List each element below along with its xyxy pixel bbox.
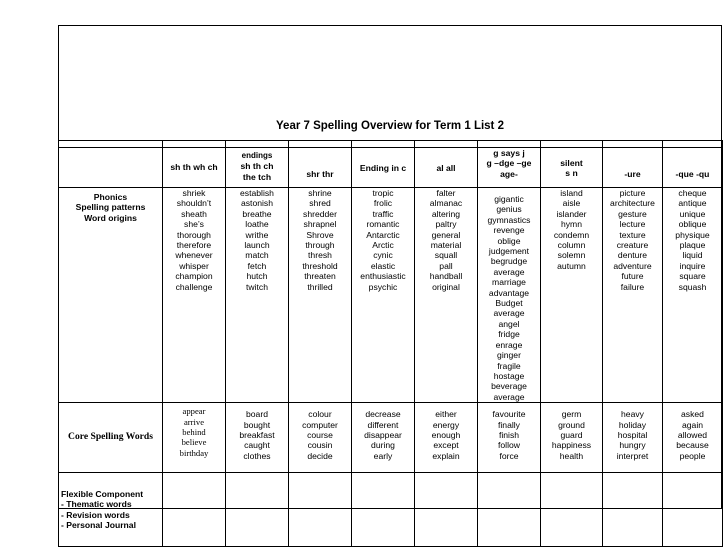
phonics-cell (289, 188, 352, 403)
word-list: board bought breakfast caught clothes (239, 409, 275, 461)
spacer-cell (289, 141, 352, 148)
header-row (59, 148, 723, 188)
word-list: gigantic genius gymnastics revenge oblige judgement begrudge average marriage advantage Budget average angel fridge enrage ginger fragile hostage beverage average (487, 194, 531, 402)
column-header: silent s n (541, 148, 603, 188)
word-list: tropic frolic traffic romantic Antarctic Arctic cynic elastic enthusiastic psychic (360, 188, 406, 292)
phonics-cell (603, 188, 663, 403)
flexible-cell (603, 473, 663, 547)
phonics-cell (352, 188, 415, 403)
word-list: appear arrive behind believe birthday (179, 406, 209, 458)
flexible-cell (163, 473, 226, 547)
core-cell (163, 403, 226, 473)
core-cell (478, 403, 541, 473)
word-list: shriek shouldn’t sheath she’s thorough therefore whenever whisper champion challenge (175, 188, 213, 292)
phonics-cell (415, 188, 478, 403)
word-list: germ ground guard happiness health (551, 409, 592, 461)
flexible-cell (352, 473, 415, 547)
core-cell (226, 403, 289, 473)
spacer-cell (415, 141, 478, 148)
spacer-cell (226, 141, 289, 148)
row-label-phonics: Phonics Spelling patterns Word origins (59, 188, 163, 403)
word-list: establish astonish breathe loathe writhe launch match fetch hutch twitch (240, 188, 274, 292)
phonics-cell (163, 188, 226, 403)
word-list: decrease different disappear during early (364, 409, 402, 461)
word-list: falter almanac altering paltry general material squall pall handball original (429, 188, 463, 292)
flexible-row (59, 473, 723, 547)
column-header: Ending in c (352, 148, 415, 188)
column-header: -ure (603, 148, 663, 188)
word-list: colour computer course cousin decide (302, 409, 338, 461)
phonics-cell (478, 188, 541, 403)
word-list: heavy holiday hospital hungry interpret (616, 409, 649, 461)
word-list: asked again allowed because people (676, 409, 709, 461)
page-title: Year 7 Spelling Overview for Term 1 List 2 (276, 120, 504, 132)
spacer-cell (163, 141, 226, 148)
flexible-cell (415, 473, 478, 547)
spacer-cell (603, 141, 663, 148)
flexible-cell (663, 473, 723, 547)
row-label-flexible: Flexible Component - Thematic words - Revision words - Personal Journal (59, 473, 163, 547)
core-cell (541, 403, 603, 473)
spacer-cell (352, 141, 415, 148)
flexible-cell (478, 473, 541, 547)
phonics-cell (541, 188, 603, 403)
column-header: -que -qu (663, 148, 723, 188)
phonics-cell (226, 188, 289, 403)
core-cell (289, 403, 352, 473)
core-cell (415, 403, 478, 473)
column-header: al all (415, 148, 478, 188)
document-frame (58, 25, 722, 531)
word-list: either energy enough except explain (431, 409, 461, 461)
flexible-cell (289, 473, 352, 547)
phonics-row (59, 188, 723, 403)
row-label-core: Core Spelling Words (59, 403, 163, 473)
word-list: shrine shred shredder shrapnel Shrove through thresh threshold threaten thrilled (302, 188, 338, 292)
column-header: shr thr (289, 148, 352, 188)
core-row (59, 403, 723, 473)
column-header: sh th wh ch (163, 148, 226, 188)
column-header: endings sh th ch the tch (226, 148, 289, 188)
flexible-cell (541, 473, 603, 547)
spacer-cell (59, 141, 163, 148)
core-cell (603, 403, 663, 473)
spacer-cell (478, 141, 541, 148)
core-cell (663, 403, 723, 473)
header-corner-cell (59, 148, 163, 188)
word-list: picture architecture gesture lecture texture creature denture adventure future failure (610, 188, 655, 292)
column-header: g says j g –dge –ge age- (478, 148, 541, 188)
word-list: favourite finally finish follow force (492, 409, 526, 461)
spacer-row (59, 141, 723, 148)
spacer-cell (541, 141, 603, 148)
flexible-cell (226, 473, 289, 547)
phonics-cell (663, 188, 723, 403)
word-list: island aisle islander hymn condemn column solemn autumn (553, 188, 590, 271)
spacer-cell (663, 141, 723, 148)
word-list: cheque antique unique oblique physique plaque liquid inquire square squash (675, 188, 710, 292)
core-cell (352, 403, 415, 473)
spelling-overview-table (58, 140, 723, 547)
